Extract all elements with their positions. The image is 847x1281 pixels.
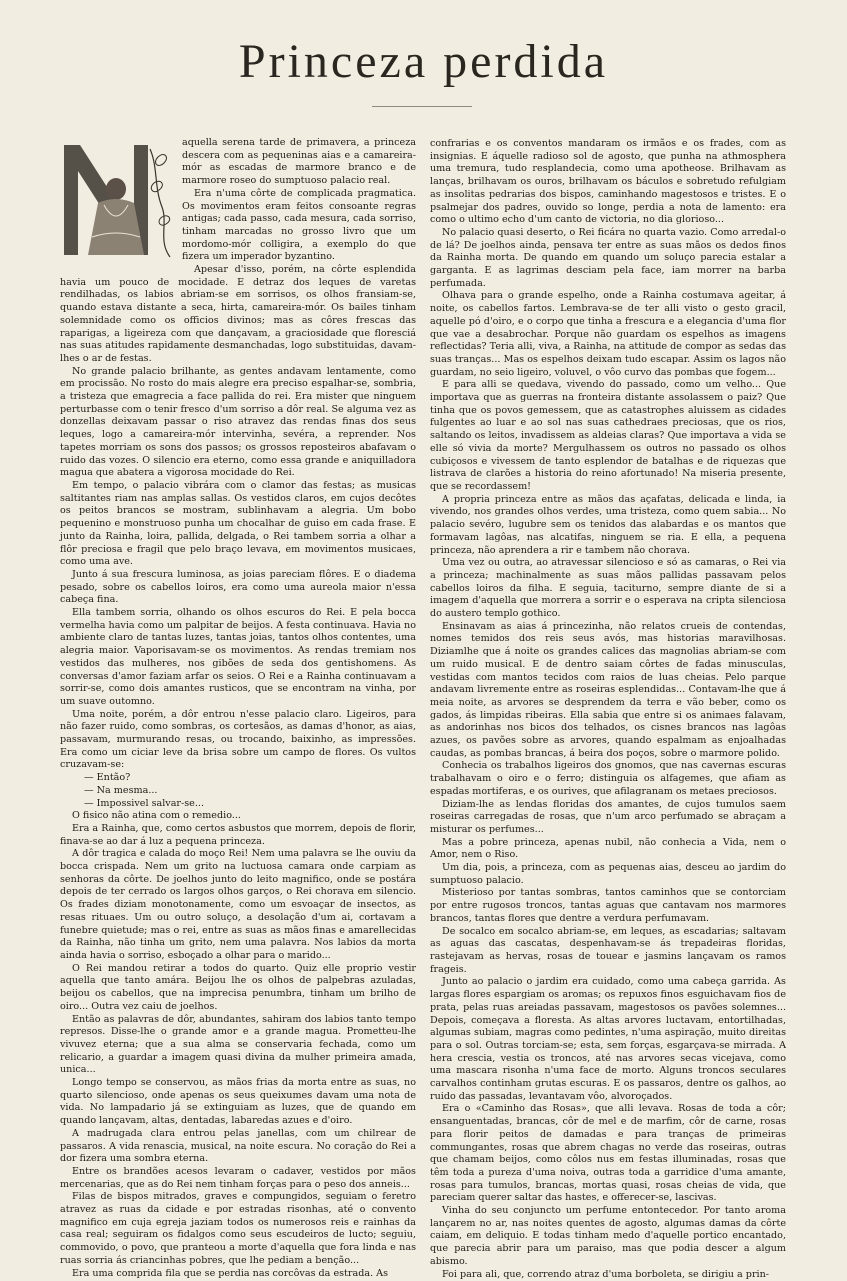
title-rule bbox=[372, 106, 472, 107]
page-title: Princeza perdida bbox=[238, 35, 609, 88]
paragraph: Uma vez ou outra, ao atravessar silencioso e só as camaras, o Rei via a princeza; machinalmente as suas mãos pallidas passavam pelos cabellos loiros da filha. E seguia, taciturno, sempre diante de si a imagem d'aquella que morrera a sorrir e o esperava na cripta silenciosa do austero templo gothico. bbox=[430, 557, 786, 620]
paragraph: Foi para ali, que, correndo atraz d'uma borboleta, se dirigiu a prin- bbox=[442, 1268, 770, 1280]
paragraph: Um dia, pois, a princeza, com as pequenas aias, desceu ao jardim do sumptuoso palacio. bbox=[430, 862, 786, 886]
paragraph: A propria princeza entre as mãos das açafatas, delicada e linda, ia vivendo, nos grandes olhos verdes, uma tristeza, como quem sabia... No palacio sevéro, lugubre sem os tenidos das alabardas e os mantos que formavam lagôas, nas alcatifas, ninguem se ria. E ella, a pequena princeza, não aprendera a rir e tambem não chorava. bbox=[430, 493, 786, 556]
paragraph: Vinha do seu conjuncto um perfume entontecedor. Por tanto aroma lançarem no ar, nas noites quentes de agosto, algumas damas da côrte caiam, em deliquio. E todas tinham medo d'aquelle portico encantado, que parecia abrir para um paraiso, mas que podia descer a algum abismo. bbox=[430, 1205, 786, 1267]
paragraph: Mas a pobre princeza, apenas nubil, não conhecia a Vida, nem o Amor, nem o Riso. bbox=[430, 836, 786, 861]
paragraph: Ensinavam as aias á princezinha, não relatos crueis de contendas, nomes temidos dos reis seus avós, mas historias maravilhosas. Diziamlhe que á noite os grandes calices das magnolias abriam-se com um ruido musical. E de dentro saiam côrtes de fadas minusculas, vestidas com mantos tecidos com raios de luas cheias. Pelo parque andavam livremente entre as roseiras esplendidas... Contavam-lhe que á meia noite, as arvores se desprendem da terra e vão beber, como os gados, ás limpidas ribeiras. Ella sabia que entre si os animaes falavam, as andorinhas nos bicos dos telhados, os cisnes brancos nas lagôas azues, os pavões sobre as arvores, quando espalmam as enjoalhadas caudas, as pombas brancas, á beira dos poços, sobre o marmore polido. bbox=[430, 620, 786, 759]
paragraph: Era uma comprida fila que se perdia nas corcôvas da estrada. As bbox=[72, 1267, 389, 1279]
dialogue-line: — Então? bbox=[84, 772, 131, 784]
paragraph: No palacio quasi deserto, o Rei ficára no quarta vazio. Como arredal-o de lá? De joelhos ainda, pensava ter entre as suas mãos os dedos finos da Rainha morta. De quando em quando um soluço parecia estalar a garganta. E as lagrimas desciam pela face, iam morrer na barba perfumada. bbox=[430, 226, 786, 289]
paragraph: Era o «Caminho das Rosas», que alli levava. Rosas de toda a côr; ensanguentadas, brancas, côr de mel e de marfim, côr de carne, rosas para florir peitos de damadas e para tranças de primeiras commungantes, rosas que abrem chagas no verde das roseiras, outras que chamam beijos, como côlos nus em festas illuminadas, rosas que têm toda a pureza d'uma noiva, outras toda a garridice d'uma amante, rosas para tumulos, brancas, mortas quasi, rosas cheias de vida, que pareciam querer saltar das hastes, e offerecer-se, lascivas. bbox=[430, 1103, 786, 1204]
paragraph: O fisico não atina com o remedio... bbox=[72, 810, 241, 822]
paragraph: A dôr tragica e calada do moço Rei! Nem uma palavra se lhe ouviu da bocca crispada. Nem um grito na luctuosa camara onde carpiam as senhoras da côrte. De joelhos junto do leito magnifico, onde se postára depois de ter cerrado os largos olhos garços, o Rei chorava em silencio. Os frades diziam monotonamente, como um esvoaçar de insectos, as resas rituaes. Um ou outro soluço, a desolação d'um ai, cortavam a funebre quietude; mas o rei, entre as suas as mãos finas e amarellecidas da Rainha, não tinha um grito, nem uma palavra. Nos labios da morta ainda havia o sorriso, esboçado a olhar para o marido... bbox=[60, 848, 416, 961]
paragraph: Filas de bispos mitrados, graves e compungidos, seguiam o feretro atravez as ruas da cidade e por estradas risonhas, até o convento magnifico em cuja egreja jaziam todos os numerosos reis e rainhas da casa real; seguiram os fidalgos como seus escudeiros de lucto; seguiu, commovido, o povo, que pranteou a morte d'aquella que fora linda e nas ruas sorria ás criancinhas pobres, que lhe pediam a benção... bbox=[60, 1191, 416, 1266]
paragraph: aquella serena tarde de primavera, a princeza descera com as pequeninas aias e a camareira-mór as escadas de marmore branco e de marmore roseo do sumptuoso palacio real. bbox=[182, 137, 416, 187]
paragraph: A madrugada clara entrou pelas janellas, com um chilrear de passaros. A vida renascia, musical, na noite escura. No coração do Rei a dor fizera uma sombra eterna. bbox=[60, 1127, 416, 1165]
paragraph: No grande palacio brilhante, as gentes andavam lentamente, como em procissão. No rosto do mais alegre era preciso espalhar-se, sombria, a tristeza que emagrecia a face pallida do rei. Era mister que ninguem perturbasse com o tenir fresco d'um sorriso a dôr real. Se alguma vez as donzellas deixavam passar o riso atravez das rendas finas dos seus leques, logo a camareira-mór intervinha, sevéra, a reprender. Nos tapetes morriam os sons dos passos; os grossos reposteiros abafavam o ruido das vozes. O silencio era eterno, como essa grande e aniquilladora magua que abatera a vigorosa mocidade do Rei. bbox=[60, 365, 416, 479]
left-column bbox=[60, 137, 416, 1280]
paragraph: De socalco em socalco abriam-se, em leques, as escadarias; saltavam as aguas das cascatas, despenhavam-se ás trepadeiras floridas, rastejavam as hervas, rosas de touear e jasmins lançavam os ramos frageis. bbox=[430, 925, 786, 975]
paragraph: Apesar d'isso, porém, na côrte esplendida havia um pouco de mocidade. E detraz dos leques de varetas rendilhadas, os labios abriam-se em sorrisos, os olhos fransiam-se, quando estava distante a seca, hirta, camareira-mór. Os bailes tinham solemnidade como os officios divinos; mas as côres frescas das raparigas, a ligeireza com que dançavam, a graciosidade que floresciá nas suas atitudes rapidamente desmanchadas, logo substituidas, davam-lhes o ar de festas. bbox=[60, 264, 416, 364]
paragraph: Em tempo, o palacio vibrára com o clamor das festas; as musicas saltitantes riam nas amplas sallas. Os vestidos claros, em cujos decôtes os peitos brancos se mostram, sublinhavam a alegria. Um bobo pequenino e monstruoso punha um chocalhar de guiso em cada frase. E junto da Rainha, loira, pallida, delgada, o Rei tambem sorria a olhar a flôr preciosa e fragil que pelo braço levava, em movimentos musicaes, como uma ave. bbox=[60, 479, 416, 568]
paragraph: Diziam-lhe as lendas floridas dos amantes, de cujos tumulos saem roseiras carregadas de rosas, que n'um arco perfumado se abraçam a misturar os perfumes... bbox=[430, 798, 786, 835]
illustration-graphic bbox=[58, 137, 178, 265]
dialogue-line: — Impossivel salvar-se... bbox=[84, 797, 205, 809]
dialogue-line: — Na mesma... bbox=[84, 784, 158, 796]
paragraph: Misterioso por tantas sombras, tantos caminhos que se contorciam por entre rugosos troncos, tantas aguas que cantavam nos marmores brancos, tantas flores que dentre a verdura perfumavam. bbox=[430, 887, 786, 924]
paragraph: Junto á sua frescura luminosa, as joias pareciam flôres. E o diadema pesado, sobre os cabellos loiros, era como uma aureola maior n'essa cabeça fina. bbox=[60, 568, 416, 606]
paragraph: Junto ao palacio o jardim era cuidado, como uma cabeça garrida. As largas flores espargiam os aromas; os repuxos finos esguichavam fios de prata, pelas ruas areiadas passavam, magestosos os pavões solemnes... Depois, começava a floresta. As altas arvores luctavam, entortilhadas, algumas subiam, magras como pedintes, n'uma aspiração, muito direitas para o sol. Outras torciam-se; esta, sem forças, esgarçava-se mirrada. A hera crescia, vestia os troncos, até nas arvores secas vicejava, como uma mascara risonha n'uma face de morto. Alguns troncos seculares carvalhos continham grutas escuras. E os passaros, dentre os galhos, ao ruido das passadas, levantavam vôo, alvoroçados. bbox=[430, 976, 786, 1102]
paragraph: O Rei mandou retirar a todos do quarto. Quiz elle proprio vestir aquella que tanto amára. Beijou lhe os olhos de palpebras azuladas, beijou os cabellos, que na imprecisa penumbra, tinham um brilho de oiro... Outra vez caiu de joelhos. bbox=[60, 962, 416, 1012]
right-column bbox=[430, 138, 786, 1281]
paragraph: Então as palavras de dôr, abundantes, sahiram dos labios tanto tempo represos. Disse-lhe o grande amor e a grande magua. Prometteu-lhe vivuvez eterna; que a sua alma se conservaria fechada, como um relicario, a guardar a imagem quasi divina da mulher primeira amada, unica... bbox=[60, 1013, 416, 1076]
paragraph: Era a Rainha, que, como certos asbustos que morrem, depois de florir, finava-se ao dar á luz a pequena princeza. bbox=[60, 822, 416, 847]
paragraph: Entre os brandões acesos levaram o cadaver, vestidos por mãos mercenarias, que as do Rei nem tinham forças para o peso dos anneis... bbox=[60, 1165, 416, 1190]
paragraph: Olhava para o grande espelho, onde a Rainha costumava ageitar, á noite, os cabellos fartos. Lembrava-se de ter alli visto o gesto gracil, aquelle pó d'oiro, e o corpo que tinha a frescura e a elegancia d'uma flor que vae a desabrochar. Porque não guardam os espelhos as imagens reflectidas? Teria alli, viva, a Rainha, na attitude de compor as sedas das suas tranças... Mas os espelhos deixam tudo escapar. Assim os lagos não guardam, no seio ligeiro, voluvel, o vôo curvo das pombas que fogem... bbox=[430, 290, 786, 378]
paragraph: Conhecia os trabalhos ligeiros dos gnomos, que nas cavernas escuras trabalhavam o oiro e o ferro; distinguia os alfagemes, que afiam as espadas mortiferas, e os ourives, que afilagranam os metaes preciosos. bbox=[430, 760, 786, 797]
paragraph: confrarias e os conventos mandaram os irmãos e os frades, com as insignias. E áquelle radioso sol de agosto, que punha na athmosphera uma tremura, tudo resplandecia, como uma apotheose. Brilhavam as lanças, brilhavam os ouros, brilhavam os báculos e sobretudo refulgiam as insolitas pedrarias dos bispos, caminhando magestosos e tristes. E o psalmejar dos padres, ouvido so longe, perdia a nota de lamento: era como o ultimo echo d'um canto de victoria, no dia glorioso... bbox=[430, 138, 786, 226]
paragraph: Uma noite, porém, a dôr entrou n'esse palacio claro. Ligeiros, para não fazer ruido, como sombras, os cortesãos, as damas d'honor, as aias, passavam, murmurando resas, ou trocando, baixinho, as impressões. Era como um ciciar leve da brisa sobre um campo de flores. Os vultos cruzavam-se: bbox=[60, 708, 416, 771]
dropcap-illustration bbox=[58, 137, 178, 265]
paragraph: Ella tambem sorria, olhando os olhos escuros do Rei. E pela bocca vermelha havia como um palpitar de beijos. A festa continuava. Havia no ambiente claro de tantas luzes, tantas joias, tantos olhos contentes, uma alegria maior. Vaporisavam-se os movimentos. As rendas tremiam nos vestidos das mulheres, nos gibões de seda dos gentishomens. As conversas d'amor faziam arfar os seios. O Rei e a Rainha continuavam a sorrir-se, como dois amantes rusticos, que se encontram na vinha, por um suave outomno. bbox=[60, 607, 416, 707]
paragraph: Era n'uma côrte de complicada pragmatica. Os movimentos eram feitos consoante regras antigas; cada passo, cada mesura, cada sorriso, tinham marcadas no grosso livro que um mordomo-mór colligira, a exemplo do que fizera um imperador byzantino. bbox=[182, 187, 416, 263]
paragraph: Longo tempo se conservou, as mãos frias da morta entre as suas, no quarto silencioso, onde apenas os seus queixumes davam uma nota de vida. No lampadario já se extinguiam as luzes, que de quando em quando lançavam, altas, dentadas, labaredas azues e d'oiro. bbox=[60, 1077, 416, 1127]
paragraph: E para alli se quedava, vivendo do passado, como um velho... Que importava que as guerras na fronteira distante assolassem o paiz? Que tinha que os povos gemessem, que as catastrophes aluissem as cidades fulgentes ao luar e ao sol nas suas cathedraes preciosas, que os rios, saltando os leitos, invadissem as aldeias claras? Que importava a vida se elle só vivia da morte? Mergulhassem os outros no passado os olhos cubiçosos e vivessem de tanto esplendor de batalhas e de riquezas que listrava de clarões a historia do reino afortunado! Na miseria presente, que se recordassem! bbox=[430, 379, 786, 492]
